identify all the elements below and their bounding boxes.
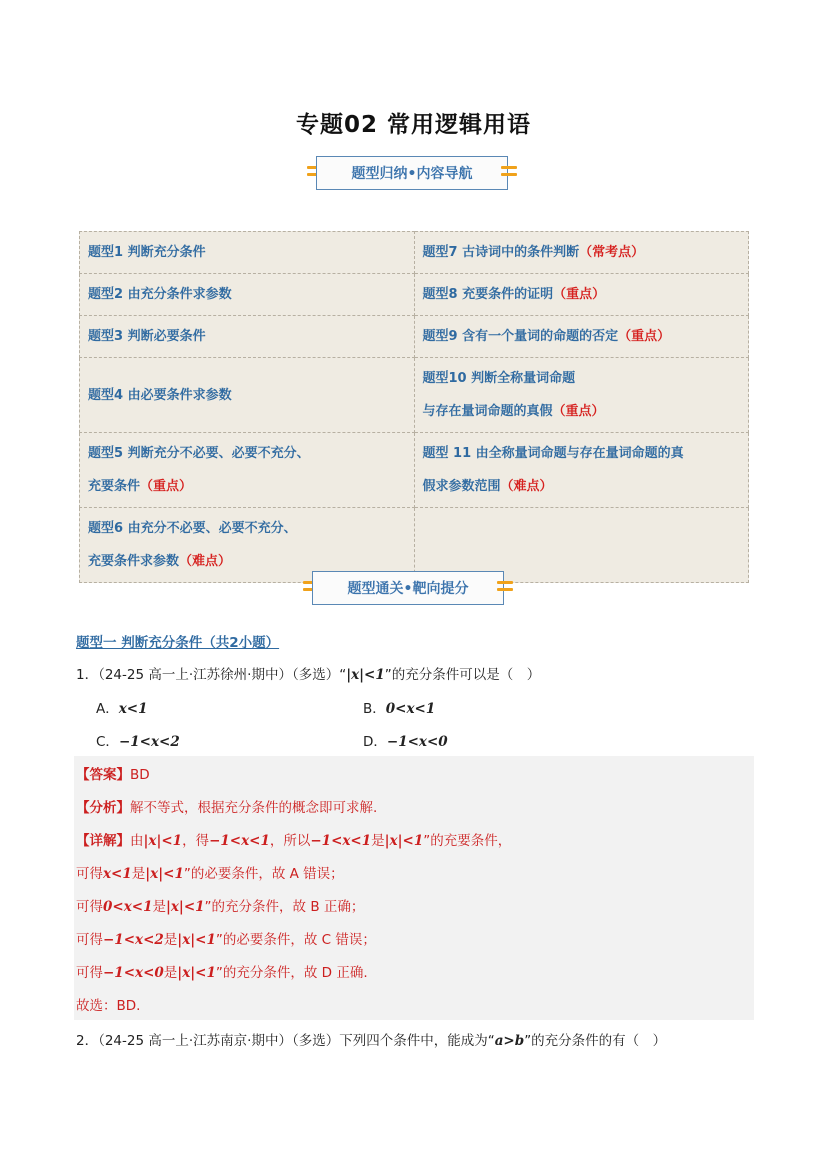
nav-topic-text-continued: 与存在量词命题的真假	[422, 404, 553, 419]
topic-navigation-table	[79, 231, 749, 583]
text: ”的充分条件，故 D 正确.	[215, 965, 368, 981]
question-2	[76, 1029, 666, 1049]
nav-topic-text: 题型1 判断充分条件	[88, 245, 206, 260]
nav-banner-label: 题型归纳•内容导航	[316, 156, 508, 190]
math: |x|<1	[143, 833, 183, 849]
nav-topic-text: 题型5 判断充分不必要、必要不充分、	[88, 446, 310, 461]
detail-line-2	[76, 862, 344, 882]
nav-cell	[414, 274, 749, 316]
text: 可得	[76, 932, 103, 948]
q1-math: |x|<1	[346, 667, 385, 683]
text: ，所以	[269, 833, 311, 849]
text: 是	[152, 899, 166, 915]
q1-option-c	[96, 730, 180, 750]
q1-prefix: 1．（24-25 高一上·江苏徐州·期中）（多选）“	[76, 667, 347, 683]
practice-banner-label: 题型通关•靶向提分	[312, 571, 504, 605]
math: |x|<1	[177, 965, 216, 981]
nav-cell	[414, 316, 749, 358]
solution-block	[74, 756, 754, 1020]
option-label: C．	[96, 734, 119, 750]
math: |x|<1	[165, 899, 205, 915]
text: 可得	[76, 965, 103, 981]
nav-topic-text: 题型9 含有一个量词的命题的否定	[422, 329, 619, 344]
nav-cell	[414, 358, 749, 433]
nav-topic-tag: （难点）	[179, 554, 232, 569]
detail-line-1	[76, 829, 511, 849]
nav-cell	[80, 274, 415, 316]
nav-topic-text: 题型8 充要条件的证明	[422, 287, 554, 302]
analysis-line	[76, 796, 377, 816]
nav-topic-text-continued: 充要条件	[88, 479, 141, 494]
nav-topic-tag: （重点）	[553, 287, 606, 302]
nav-topic-tag: （重点）	[140, 479, 193, 494]
option-math: −1<x<0	[386, 734, 448, 750]
text: ”的必要条件，故 A 错误；	[183, 866, 344, 882]
section-heading: 题型一 判断充分条件（共2小题）	[76, 635, 280, 651]
nav-cell	[80, 316, 415, 358]
nav-topic-tag: （重点）	[552, 404, 605, 419]
nav-topic-text: 题型 11 由全称量词命题与存在量词命题的真	[422, 446, 684, 461]
math: |x|<1	[177, 932, 216, 948]
nav-row	[80, 358, 749, 433]
detail-line-4	[76, 928, 376, 948]
nav-topic-tag: （常考点）	[579, 245, 645, 260]
text: 是	[163, 932, 178, 948]
nav-cell	[414, 232, 749, 274]
option-math: x<1	[118, 701, 148, 717]
analysis-tag: 【分析】	[76, 800, 130, 816]
text: 是	[131, 866, 146, 882]
question-1	[76, 663, 540, 683]
nav-row	[80, 316, 749, 358]
nav-topic-text: 题型10 判断全称量词命题	[422, 371, 576, 386]
nav-row	[80, 274, 749, 316]
option-math: −1<x<2	[118, 734, 180, 750]
option-label: B．	[363, 701, 386, 717]
banner-right-decoration	[501, 166, 517, 180]
answer-value: BD	[130, 767, 150, 783]
text: 可得	[76, 866, 103, 882]
text: 是	[371, 833, 385, 849]
nav-cell	[80, 433, 415, 508]
text: ”的充要条件，	[423, 833, 512, 849]
text: 由	[130, 833, 144, 849]
option-label: D．	[363, 734, 387, 750]
banner-right-decoration	[497, 581, 513, 595]
math: −1<x<1	[310, 833, 372, 849]
text: ，得	[182, 833, 210, 849]
answer-tag: 【答案】	[76, 767, 130, 783]
text: ”的充分条件，故 B 正确；	[204, 899, 365, 915]
answer-line	[76, 763, 150, 783]
nav-cell	[80, 232, 415, 274]
detail-tag: 【详解】	[76, 833, 130, 849]
nav-topic-text: 题型4 由必要条件求参数	[88, 387, 232, 403]
nav-topic-text: 题型6 由充分不必要、必要不充分、	[88, 521, 297, 536]
math: x<1	[103, 866, 132, 882]
nav-row	[80, 433, 749, 508]
page-title: 专题02 常用逻辑用语	[295, 112, 531, 138]
q1-suffix: ”的充分条件可以是（ ）	[384, 667, 541, 683]
nav-topic-text: 题型7 古诗词中的条件判断	[422, 245, 580, 260]
option-label: A．	[96, 701, 119, 717]
math: |x|<1	[145, 866, 184, 882]
text: 可得	[76, 899, 103, 915]
math: −1<x<2	[103, 932, 164, 948]
nav-topic-text: 题型3 判断必要条件	[88, 329, 206, 344]
option-math: 0<x<1	[385, 701, 436, 717]
nav-topic-text-continued: 充要条件求参数	[88, 554, 180, 569]
q1-option-a	[96, 697, 148, 717]
nav-banner	[307, 156, 517, 190]
nav-cell	[414, 433, 749, 508]
math: 0<x<1	[103, 899, 153, 915]
nav-cell	[80, 358, 415, 433]
practice-banner	[303, 571, 513, 605]
detail-line-3	[76, 895, 364, 915]
analysis-text: 解不等式，根据充分条件的概念即可求解.	[130, 800, 378, 816]
nav-topic-tag: （难点）	[500, 479, 553, 494]
nav-topic-text: 题型2 由充分条件求参数	[88, 287, 232, 302]
nav-topic-tag: （重点）	[618, 329, 671, 344]
math: −1<x<1	[209, 833, 270, 849]
math: |x|<1	[384, 833, 424, 849]
nav-topic-text-continued: 假求参数范围	[422, 479, 501, 494]
nav-row	[80, 232, 749, 274]
q1-option-d	[363, 730, 448, 750]
text: ”的必要条件，故 C 错误；	[215, 932, 376, 948]
q2-math: a>b	[494, 1033, 525, 1049]
math: −1<x<0	[103, 965, 164, 981]
conclusion-line: 故选：BD.	[76, 998, 141, 1014]
q1-option-b	[363, 697, 435, 717]
q2-prefix: 2．（24-25 高一上·江苏南京·期中）（多选）下列四个条件中，能成为“	[76, 1033, 495, 1049]
q2-suffix: ”的充分条件的有（ ）	[524, 1033, 667, 1049]
detail-line-5	[76, 961, 368, 981]
text: 是	[163, 965, 178, 981]
